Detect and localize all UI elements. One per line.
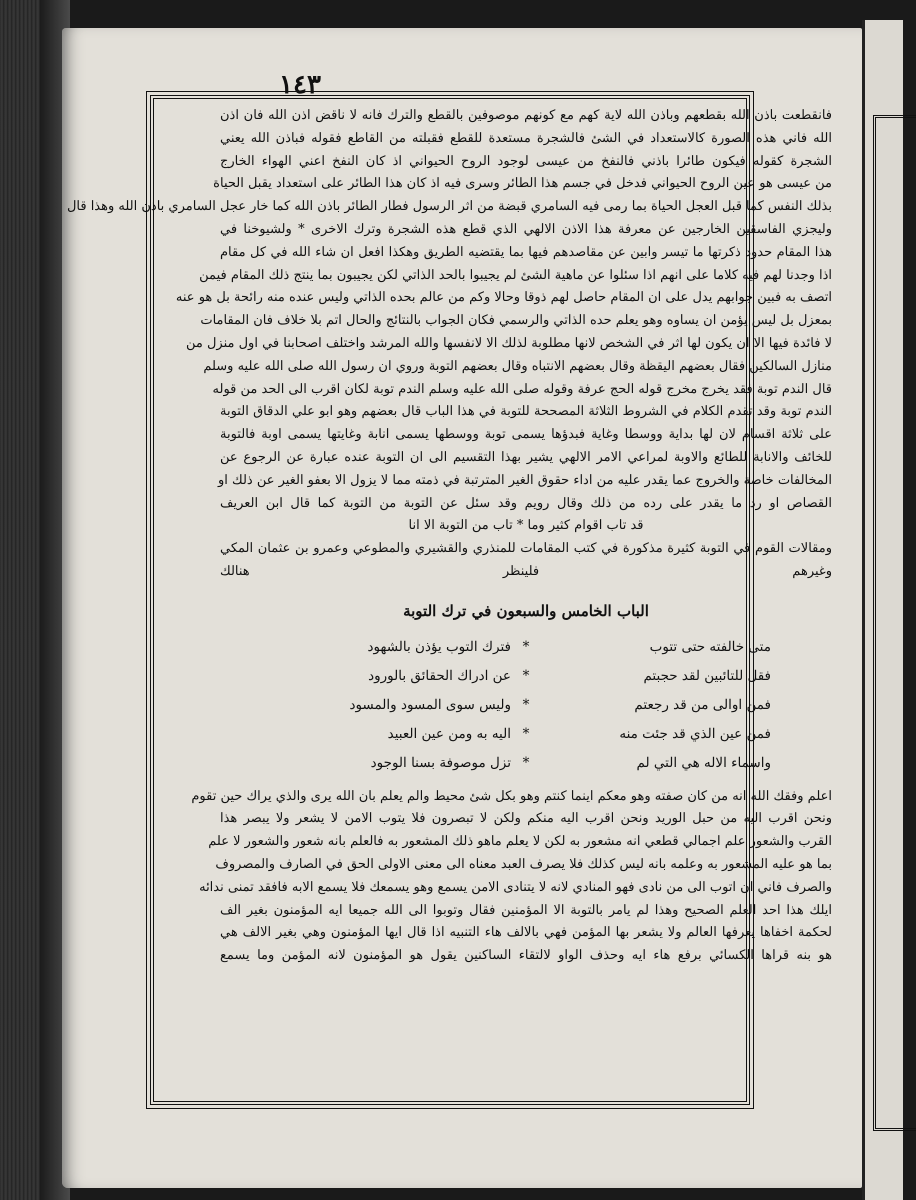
text-line: اتصف به فبين جوابهم يدل على ان المقام حاصل لهم ذوقا وحالا وكم من عالم بحده الذاتي وليس عنده منه رائحة بل هو عنه [175,290,832,306]
paragraph-block-3 [191,786,832,968]
text-line: بمعزل بل ليس يؤمن ان يساوه وهو يعلم حده الذاتي والرسمي فكان الجواب بالنتائج والحال اتم بلا خلاف فان المقامات [200,313,832,329]
poem-verse [220,633,832,662]
verse-first-hemistich: متى خالفته حتى تتوب [649,638,771,655]
text-line: فانقطعت باذن الله بقطعهم وباذن الله لاية كهم مع كونهم موصوفين بالقطع والترك فانه لا ناقض اذن الله فان اذن [220,108,832,123]
text-line: قال الندم توبة فقد يخرج مخرج قوله الحج عرفة وقوله صلى الله عليه وسلم الندم توبة لكان اقرب الى الحد من قوله [212,381,832,397]
adjacent-page-frame [873,115,916,1131]
text-line: والصرف فاني ان اتوب الى من نادى فهو المنادي لانه لا يتنادى الامن يسمع وهو يسمعك فلا يسمع الابه فافقد تمنى ندائه [199,879,832,895]
spacer [220,778,832,786]
text-line: هذا المقام حدود ذكرتها ما تيسر وابين عن مقاصدهم فيها بما يقتضيه الطريق وهكذا افعل ان شاء الله في كل مقام [220,244,832,260]
text-line: ومقالات القوم في التوبة كثيرة مذكورة في كتب المقامات للمنذري والقشيري والمطوعي وعمرو بن عثمان المكي [220,541,832,557]
verse-second-hemistich: وليس سوى المسود والمسود [349,696,511,713]
verse-separator-star: * [522,667,530,684]
poem-verse [220,662,832,691]
text-line: على ثلاثة اقسام لان لها بداية ووسطا وغاية فبدؤها يسمى توبة ووسطها يسمى انابة وغايتها يسمى اوبة فالتوبة [220,427,832,443]
poem [220,633,832,778]
text-line: للخائف والانابة للطائع والاوبة لمراعي الامر الالهي يشير بهذا التقسيم الى ان التوبة عنده عبارة عن الرجوع عن [220,449,832,465]
text-line: منازل السالكين فقال بعضهم اليقظة وقال بعضهم الانتباه وقال بعضهم التوبة وروي ان رسول الله صلى الله عليه وسلم [203,358,832,374]
poem-verse [220,720,832,749]
verse-first-hemistich: واسماء الاله هي التي لم [636,754,771,771]
text-line: القصاص او رد ما يقدر على رده من ذلك وقال رويم وقد سئل عن التوبة من التوبة كما قال ابن العريف [220,495,832,511]
text-line: الندم توبة وقد تقدم الكلام في الشروط الثلاثة المصححة للتوبة في هذا الباب قال بعضهم وهو ابو علي الدقاق التوبة [220,404,832,420]
paragraph-block-1 [66,105,832,515]
adjacent-page [862,20,903,1200]
text-line: وليجزي الفاسقين الخارجين عن معرفة هذا الاذن الالهي الذي قطع هذه الشجرة وترك الاخرى * ولشيوخنا في [220,221,832,237]
text-line: من عيسى هو عين الروح الحيواني فدخل في جسم هذا الطائر وسرى فيه اذ كان هذا الطائر على استعداد يقبل الحياة [213,176,832,192]
verse-separator-star: * [522,638,530,655]
page-number: ١٤٣ [279,70,321,100]
verse-second-hemistich: فترك التوب يؤذن بالشهود [367,638,511,655]
text-line: ايلك هذا احد العلم الصحيح وهذا لم يامر بالتوبة الا المؤمنين فقال وتوبوا الى الله جميعا ايه المؤمنون بغير الف [220,902,832,918]
chapter-heading: الباب الخامس والسبعون في ترك التوبة [403,601,649,620]
verse-separator-star: * [522,725,530,742]
text-line: هو بنه قراها الكسائي برفع هاء ايه وحذف الواو لالتقاء الساكنين يقول هو المؤمنون لانه المؤمن وما يسمع [220,948,832,964]
text-line: بما هو عليه المشعور به وعلمه بانه ليس كذلك فلا يصرف العبد معناه الى معنى الاولى الحق في الصارف والمصروف [215,856,832,872]
verse-separator-star: * [522,696,530,713]
verse-second-hemistich: عن ادراك الحقائق بالورود [368,667,511,684]
page-text [66,105,832,968]
text-line: المخالفات خاصة والخروج عما يقدر عليه من اداء حقوق الغير المترتبة في ذمته مما لا يزول الا بعفو الغير عن ذلك او [217,472,832,488]
text-line: القرب والشعور علم اجمالي قطعي انه مشعور به لكن لا يعلم ماهو ذلك المشعور به فالعلم بانه شعور والشعور لا علم [208,834,832,850]
text-line: اعلم وفقك الله انه من كان صفته وهو معكم اينما كنتم وهو بكل شئ محيط والم يعلم بان الله يرى والذي يراك حين تقوم [191,788,832,804]
text-line: الله فاني هذه الصورة كالاستعداد في الشئ فالشجرة مستعدة للقطع فقبلته من القاطع فقوله فباذن الله يعني [220,130,832,146]
verse-first-hemistich: فمن اوالى من قد رجعتم [634,696,771,713]
text-line: لا فائدة فيها الا ان يكون لها اثر في الشخص لانها مطلوبة لذلك الا لانفسها والله المرشد واختلف اصحابنا في اول منزل من [185,335,832,351]
poem-verse [220,749,832,778]
text-line: بذلك النفس كما قبل العجل الحياة بما رمى فيه السامري قبضة من اثر الرسول فطار الطائر باذن الله كما خار عجل السامري باذن الله وهذا قال [66,199,832,215]
text-line: اذا وجدنا لهم فيه كلاما على انهم اذا سئلوا عن ماهية الشئ لم يجيبوا بالحد الذاتي لكن يجيبون بما ينتج ذلك المقام فيمن [199,267,832,283]
paragraph-block-2 [220,538,832,584]
text-line: الشجرة كقوله فيكون طائرا باذني فالنفخ من عيسى لوجود الروح الحيواني اذ كان النفخ اعني الهواء الخارج [220,153,832,169]
verse-first-hemistich: فمن عين الذي قد جئت منه [619,725,771,742]
verse-second-hemistich: تزل موصوفة بسنا الوجود [370,754,511,771]
text-line: وغيرهم فلينظر هنالك [220,563,832,579]
verse-separator-star: * [522,754,530,771]
poem-verse [220,691,832,720]
text-line: ونحن اقرب اليه من حبل الوريد ونحن اقرب اليه منكم ولكن لا تبصرون فلا يتوب الامن لا يشعر ولا يبصر هذا [220,811,832,827]
verse-first-hemistich: فقل للتائبين لقد حجبتم [643,667,771,684]
text-line: لحكمة اخفاها يعرفها العالم ولا يشعر بها المؤمن فهي بالالف هاء التنبيه اذا قال ايها المؤمنون وهي بغير الالف هي [220,925,832,941]
verse-second-hemistich: اليه به ومن عين العبيد [387,725,511,742]
quoted-verse: قد تاب اقوام كثير وما * تاب من التوبة الا انا [408,518,644,534]
